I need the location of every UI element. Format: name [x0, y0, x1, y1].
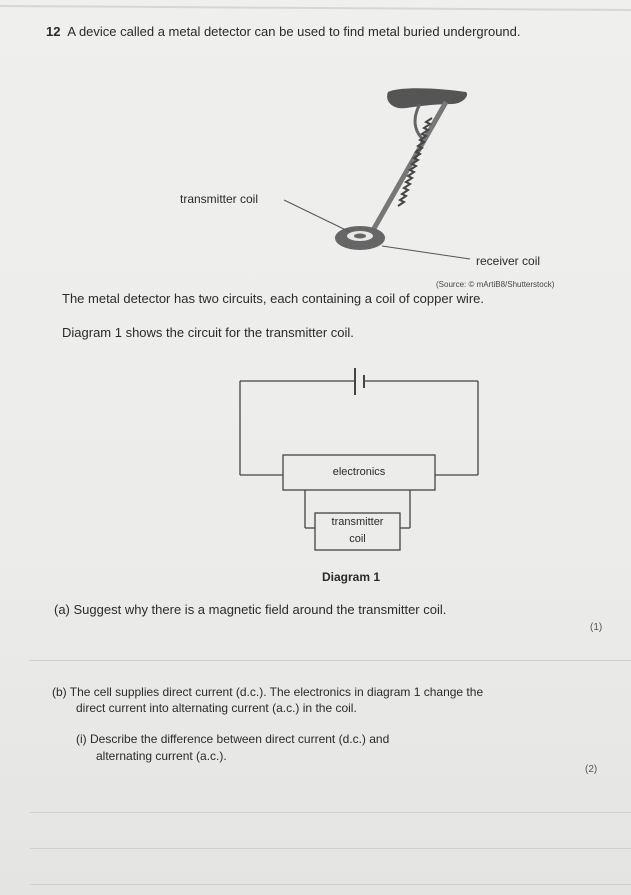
- transmitter-leader-line: [284, 200, 350, 232]
- handle-grip: [387, 88, 467, 108]
- image-source-credit: (Source: © mArtiB8/Shutterstock): [436, 280, 555, 289]
- part-a-marks: (1): [590, 622, 603, 633]
- transmitter-coil-label: transmitter coil: [180, 192, 259, 206]
- coil-center: [354, 234, 366, 239]
- part-a-label: (a): [54, 602, 70, 617]
- part-b-i-label: (i): [76, 732, 87, 746]
- paragraph-two-circuits: The metal detector has two circuits, each containing a coil of copper wire.: [62, 291, 484, 306]
- transmitter-box-label-line1: transmitter: [331, 516, 384, 528]
- diagram-title: Diagram 1: [322, 570, 381, 584]
- part-b-i-text1: Describe the difference between direct current (d.c.) and: [90, 732, 390, 746]
- answer-line-a[interactable]: [30, 660, 631, 661]
- shaft: [372, 102, 446, 232]
- question-intro-text: A device called a metal detector can be used to find metal buried underground.: [67, 24, 521, 39]
- receiver-leader-line: [382, 246, 470, 259]
- part-b-i-marks: (2): [585, 764, 598, 775]
- question-number: 12: [46, 24, 61, 39]
- part-b-i-line1: [76, 732, 389, 746]
- page-edge: [0, 6, 631, 10]
- answer-line-b2[interactable]: [30, 848, 631, 849]
- part-b-text1: The cell supplies direct current (d.c.). The electronics in diagram 1 change the: [69, 685, 484, 699]
- part-b-line1: [52, 685, 483, 699]
- answer-line-b3[interactable]: [30, 884, 631, 885]
- part-b-line2: direct current into alternating current (a.c.) in the coil.: [76, 701, 357, 715]
- receiver-coil-label: receiver coil: [476, 254, 541, 268]
- question-intro: [46, 24, 521, 39]
- metal-detector-illustration: [284, 88, 470, 259]
- part-a-text: Suggest why there is a magnetic field around the transmitter coil.: [73, 602, 447, 617]
- part-b-i-line2: alternating current (a.c.).: [96, 749, 227, 763]
- part-b-label: (b): [52, 685, 67, 699]
- electronics-label: electronics: [332, 466, 386, 478]
- transmitter-box-label-line2: coil: [349, 533, 366, 545]
- paragraph-diagram-intro: Diagram 1 shows the circuit for the transmitter coil.: [62, 325, 354, 340]
- coiled-cable: [398, 118, 432, 206]
- part-a-question: [54, 602, 446, 617]
- answer-line-b1[interactable]: [30, 812, 631, 813]
